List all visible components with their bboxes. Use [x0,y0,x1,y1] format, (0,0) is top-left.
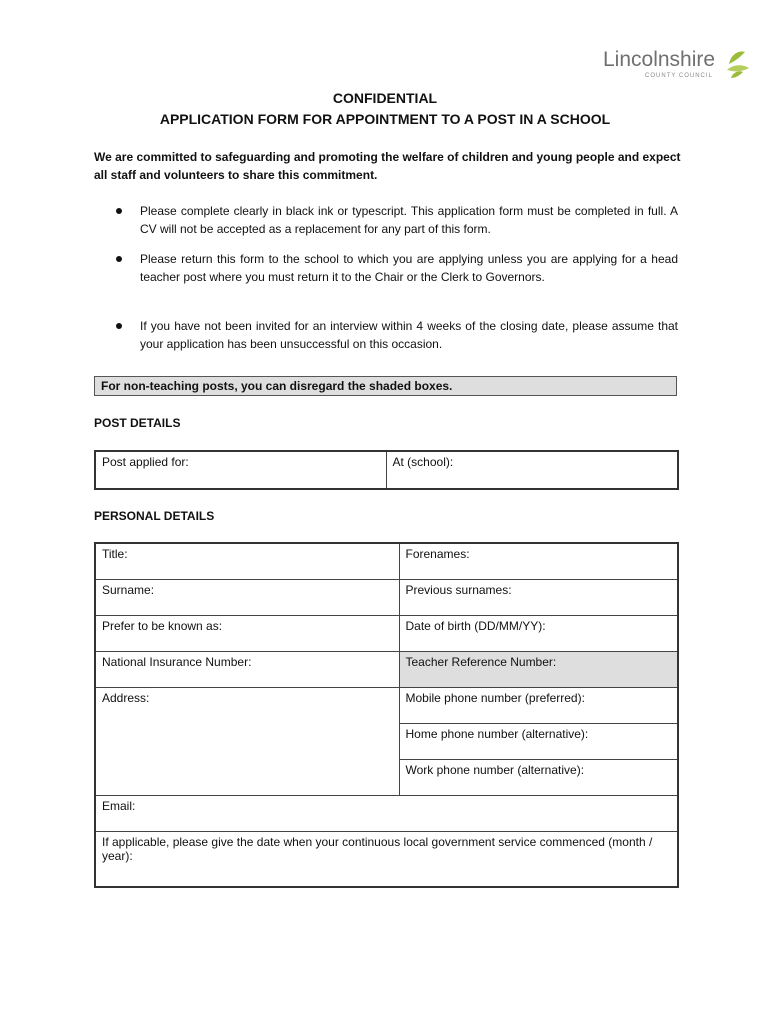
shaded-boxes-note: For non-teaching posts, you can disregard the shaded boxes. [94,376,677,396]
bullet-icon [116,256,122,262]
bullet-icon [116,323,122,329]
mobile-phone-field[interactable]: Mobile phone number (preferred): [399,687,678,723]
post-applied-field[interactable]: Post applied for: [95,451,386,489]
previous-surnames-field[interactable]: Previous surnames: [399,579,678,615]
form-title: APPLICATION FORM FOR APPOINTMENT TO A POST IN A SCHOOL [159,111,611,127]
title-field[interactable]: Title: [95,543,399,579]
logo-wordmark: Lincolnshire [603,48,716,71]
address-field[interactable]: Address: [95,687,399,795]
leaf-icon [723,48,751,82]
instruction-text: If you have not been invited for an interview within 4 weeks of the closing date, please assume that your application has been unsuccessful on this occasion. [140,319,678,351]
bullet-icon [116,208,122,214]
instruction-text: Please complete clearly in black ink or typescript. This application form must be completed in full. A CV will not be accepted as a replacement for any part of this form. [140,204,678,236]
home-phone-field[interactable]: Home phone number (alternative): [399,723,678,759]
council-logo [603,48,753,84]
safeguarding-statement: We are committed to safeguarding and promoting the welfare of children and young people and expect all staff and volunteers to share this commitment. [94,150,681,182]
post-details-heading: POST DETAILS [94,416,181,430]
teacher-reference-field[interactable]: Teacher Reference Number: [399,651,678,687]
email-field[interactable]: Email: [95,795,678,831]
school-field[interactable]: At (school): [386,451,678,489]
instruction-item [94,250,678,286]
date-of-birth-field[interactable]: Date of birth (DD/MM/YY): [399,615,678,651]
forenames-field[interactable]: Forenames: [399,543,678,579]
ni-number-field[interactable]: National Insurance Number: [95,651,399,687]
confidential-heading: CONFIDENTIAL [332,90,438,106]
personal-details-table [94,542,679,888]
personal-details-heading: PERSONAL DETAILS [94,509,215,523]
surname-field[interactable]: Surname: [95,579,399,615]
instruction-item [94,202,678,238]
preferred-name-field[interactable]: Prefer to be known as: [95,615,399,651]
post-details-table [94,450,679,490]
instruction-text: Please return this form to the school to which you are applying unless you are applying for a head teacher post where you must return it to the Chair or the Clerk to Governors. [140,252,678,284]
service-date-field[interactable]: If applicable, please give the date when your continuous local government service commenced (month / year): [95,831,678,887]
logo-subtitle: COUNTY COUNCIL [645,73,713,79]
work-phone-field[interactable]: Work phone number (alternative): [399,759,678,795]
instruction-item [94,317,678,353]
